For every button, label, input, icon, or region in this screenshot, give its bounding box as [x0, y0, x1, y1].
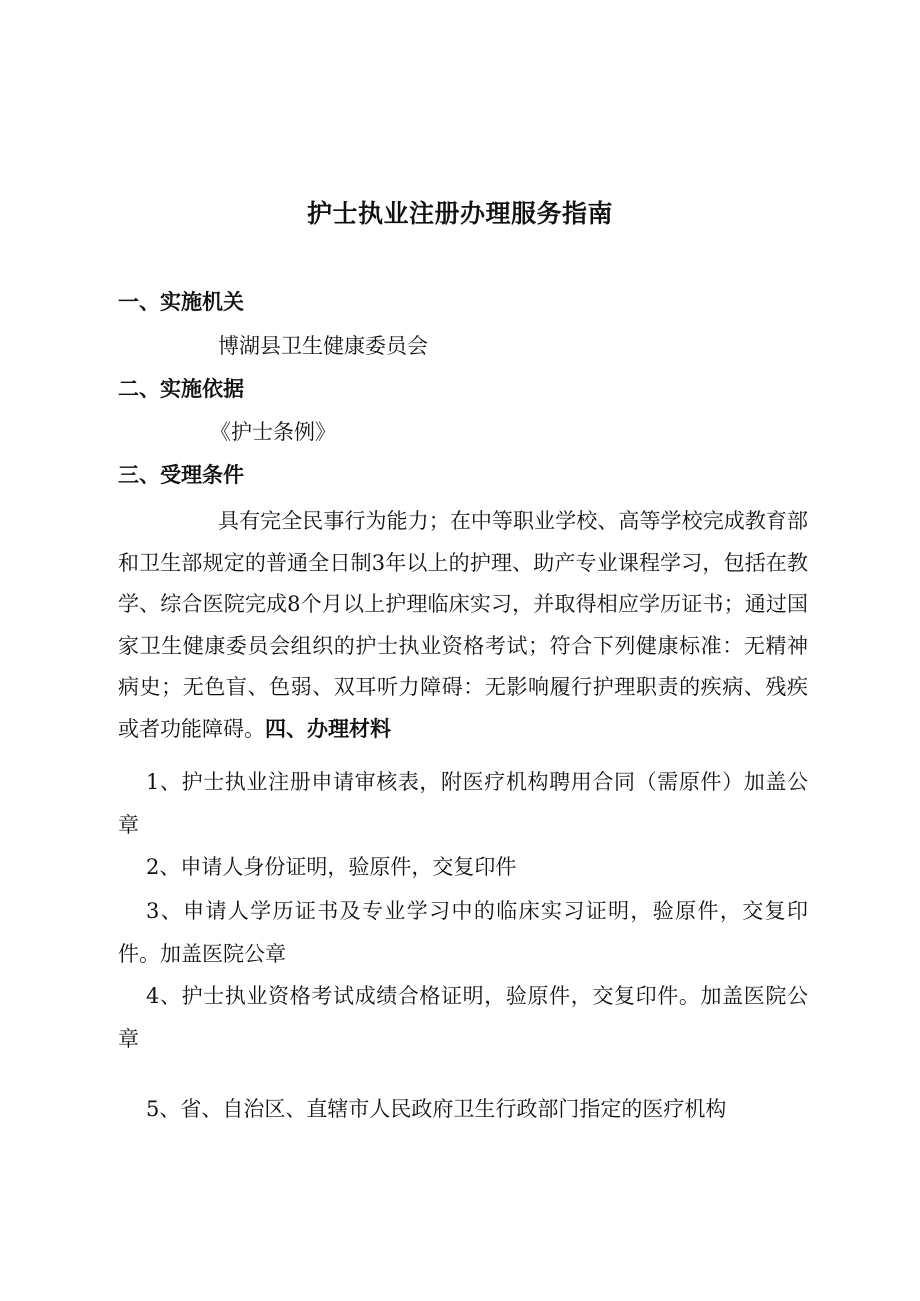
- section-heading-2: 二、实施依据: [118, 377, 244, 401]
- section-heading-3: 三、受理条件: [118, 463, 244, 487]
- material-item-4: 4、护士执业资格考试成绩合格证明，验原件，交复印件。加盖医院公章: [118, 984, 808, 1051]
- section-1-content: 博湖县卫生健康委员会: [218, 334, 428, 358]
- document-title: 护士执业注册办理服务指南: [306, 199, 613, 228]
- section-3-content: 具有完全民事行为能力；在中等职业学校、高等学校完成教育部和卫生部规定的普通全日制3年以上的护理、助产专业课程学习，包括在教学、综合医院完成8个月以上护理临床实习，并取得相应学历证书；通过国家卫生健康委员会组织的护士执业资格考试；符合下列健康标准：无精神病史；无色盲、色弱、双耳听力障碍：无影响履行护理职责的疾病、残疾或者功能障碍。: [118, 509, 808, 741]
- material-item-2: 2、申请人身份证明，验原件，交复印件: [146, 855, 517, 879]
- section-heading-4: 四、办理材料: [265, 716, 391, 741]
- section-3-paragraph: [118, 501, 808, 750]
- material-item-5: 5、省、自治区、直辖市人民政府卫生行政部门指定的医疗机构: [146, 1097, 727, 1121]
- section-heading-1: 一、实施机关: [118, 290, 244, 314]
- section-2-content: 《护士条例》: [210, 420, 336, 444]
- material-item-1: 1、护士执业注册申请审核表，附医疗机构聘用合同（需原件）加盖公章: [118, 770, 808, 837]
- material-item-3: 3、申请人学历证书及专业学习中的临床实习证明，验原件，交复印件。加盖医院公章: [118, 899, 808, 966]
